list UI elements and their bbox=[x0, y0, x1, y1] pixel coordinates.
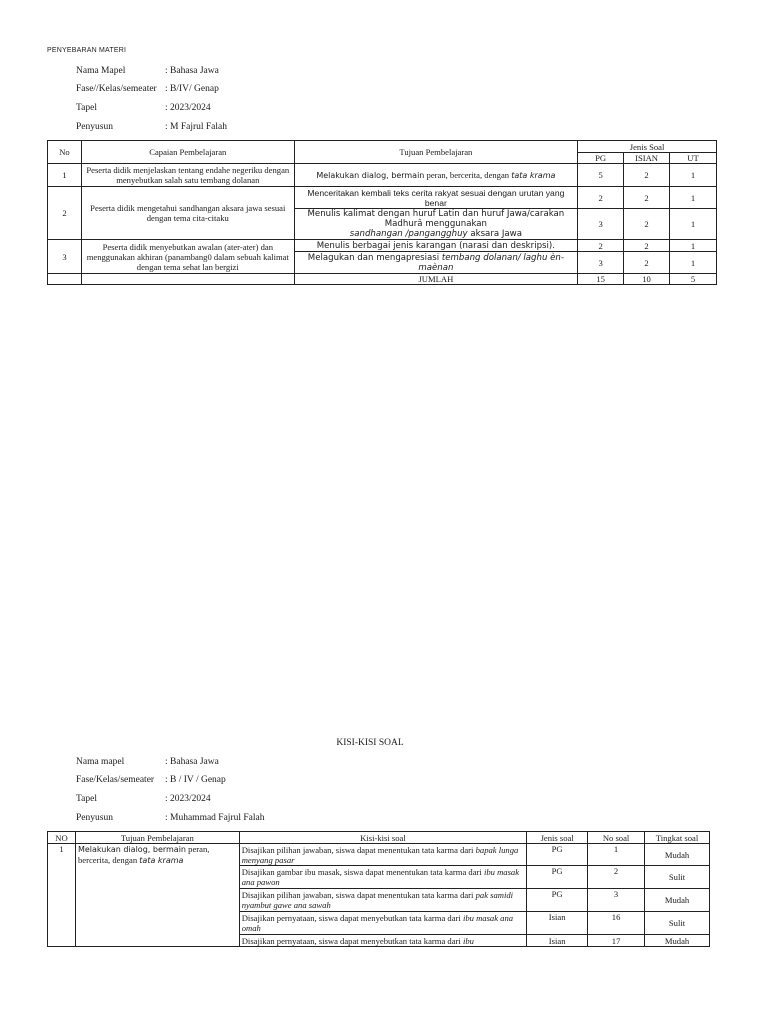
page-title: KISI-KISI SOAL bbox=[336, 738, 404, 748]
cell-kisi: Disajikan pernyataan, siswa dapat menyebutkan tata karma dari ibu masak ana omah bbox=[239, 912, 526, 935]
col-header-capaian: Capaian Pembelajaran bbox=[81, 141, 294, 164]
cell-ut: 1 bbox=[670, 240, 717, 252]
cell-no: 1 bbox=[48, 844, 76, 947]
info-row-penyusun: Penyusun : M Fajrul Falah bbox=[76, 122, 228, 132]
cell-ut: 1 bbox=[670, 164, 717, 187]
info-row-tapel: Tapel : 2023/2024 bbox=[76, 794, 211, 804]
penyebaran-table bbox=[47, 140, 717, 285]
cell-kisi: Disajikan gambar ibu masak, siswa dapat menentukan tata karma dari ibu masak ana pawon bbox=[239, 866, 526, 889]
total-label: JUMLAH bbox=[294, 274, 578, 285]
cell-kisi: Disajikan pilihan jawaban, siswa dapat menentukan tata karma dari bapak lunga menyang pasar bbox=[239, 844, 526, 866]
cell-isian: 2 bbox=[624, 164, 670, 187]
col-header-isian: ISIAN bbox=[624, 153, 670, 164]
col-header-no: No bbox=[48, 141, 82, 164]
col-header-jenis-soal: Jenis Soal bbox=[578, 141, 717, 153]
total-ut: 5 bbox=[670, 274, 717, 285]
cell-ut: 1 bbox=[670, 252, 717, 274]
info-row-penyusun: Penyusun : Muhammad Fajrul Falah bbox=[76, 813, 265, 823]
info-row-mapel: Nama Mapel : Bahasa Jawa bbox=[76, 66, 219, 76]
cell-no-soal: 16 bbox=[588, 912, 645, 935]
cell-tujuan: Menulis kalimat dengan huruf Latin dan huruf Jawa/carakan Madhurâ menggunakan sandhangan /pangangghuy aksara Jawa bbox=[294, 209, 578, 240]
col-header-jenis-soal: Jenis soal bbox=[527, 832, 588, 844]
cell-jenis: PG bbox=[527, 844, 588, 866]
cell-pg: 5 bbox=[578, 164, 624, 187]
cell-isian: 2 bbox=[624, 187, 670, 209]
cell-tujuan: Menceritakan kembali teks cerita rakyat sesuai dengan urutan yang benar bbox=[294, 187, 578, 209]
cell-tingkat: Mudah bbox=[645, 889, 710, 912]
total-pg: 15 bbox=[578, 274, 624, 285]
cell-tujuan: Melakukan dialog, bermain peran, bercerita, dengan tata krama bbox=[75, 844, 239, 947]
col-header-kisi: Kisi-kisi soal bbox=[239, 832, 526, 844]
cell-jenis: Isian bbox=[527, 935, 588, 947]
col-header-no-soal: No soal bbox=[588, 832, 645, 844]
cell-isian: 2 bbox=[624, 240, 670, 252]
cell-no-soal: 3 bbox=[588, 889, 645, 912]
table-row bbox=[48, 164, 717, 187]
cell-tingkat: Mudah bbox=[645, 844, 710, 866]
cell-no-soal: 2 bbox=[588, 866, 645, 889]
cell-kisi: Disajikan pernyataan, siswa dapat menyebutkan tata karma dari ibu bbox=[239, 935, 526, 947]
table-row bbox=[48, 844, 710, 866]
total-isian: 10 bbox=[624, 274, 670, 285]
cell-capaian: Peserta didik menyebutkan awalan (ater-ater) dan menggunakan akhiran (panambang0 dalam sebuah kalimat dengan tema sehat lan bergizi bbox=[81, 240, 294, 274]
cell-isian: 2 bbox=[624, 209, 670, 240]
col-header-ut: UT bbox=[670, 153, 717, 164]
cell-tingkat: Sulit bbox=[645, 912, 710, 935]
cell-tingkat: Mudah bbox=[645, 935, 710, 947]
kisi-kisi-table bbox=[47, 831, 710, 947]
info-row-fase: Fase/Kelas/semeater : B / IV / Genap bbox=[76, 775, 226, 785]
cell-no: 2 bbox=[48, 187, 82, 240]
cell-capaian: Peserta didik menjelaskan tentang endahe negeriku dengan menyebutkan salah satu tembang dolanan bbox=[81, 164, 294, 187]
cell-tingkat: Sulit bbox=[645, 866, 710, 889]
cell-capaian: Peserta didik mengetahui sandhangan aksara jawa sesuai dengan tema cita-citaku bbox=[81, 187, 294, 240]
cell-jenis: Isian bbox=[527, 912, 588, 935]
cell-ut: 1 bbox=[670, 187, 717, 209]
page-header: PENYEBARAN MATERI bbox=[47, 47, 127, 54]
cell-kisi: Disajikan pilihan jawaban, siswa dapat menentukan tata karma dari pak samidi nyambut gawe ana sawah bbox=[239, 889, 526, 912]
col-header-tujuan: Tujuan Pembelajaran bbox=[294, 141, 578, 164]
cell-no-soal: 17 bbox=[588, 935, 645, 947]
cell-tujuan: Menulis berbagai jenis karangan (narasi dan deskripsi). bbox=[294, 240, 578, 252]
col-header-no: NO bbox=[48, 832, 76, 844]
table-row bbox=[48, 240, 717, 252]
cell-ut: 1 bbox=[670, 209, 717, 240]
info-row-fase: Fase//Kelas/semeater : B/IV/ Genap bbox=[76, 84, 219, 94]
col-header-pg: PG bbox=[578, 153, 624, 164]
cell-no-soal: 1 bbox=[588, 844, 645, 866]
cell-jenis: PG bbox=[527, 866, 588, 889]
col-header-tujuan: Tujuan Pembelajaran bbox=[75, 832, 239, 844]
col-header-tingkat-soal: Tingkat soal bbox=[645, 832, 710, 844]
cell-pg: 2 bbox=[578, 240, 624, 252]
table-row bbox=[48, 187, 717, 209]
info-row-mapel: Nama mapel : Bahasa Jawa bbox=[76, 757, 219, 767]
cell-pg: 2 bbox=[578, 187, 624, 209]
cell-pg: 3 bbox=[578, 209, 624, 240]
cell-pg: 3 bbox=[578, 252, 624, 274]
cell-jenis: PG bbox=[527, 889, 588, 912]
total-row bbox=[48, 274, 717, 285]
cell-tujuan: Melakukan dialog, bermain peran, bercerita, dengan tata krama bbox=[294, 164, 578, 187]
cell-no: 1 bbox=[48, 164, 82, 187]
cell-tujuan: Melagukan dan mengapresiasi tembang dolanan/ laghu èn-maènan bbox=[294, 252, 578, 274]
cell-no: 3 bbox=[48, 240, 82, 274]
cell-isian: 2 bbox=[624, 252, 670, 274]
info-row-tapel: Tapel : 2023/2024 bbox=[76, 103, 211, 113]
